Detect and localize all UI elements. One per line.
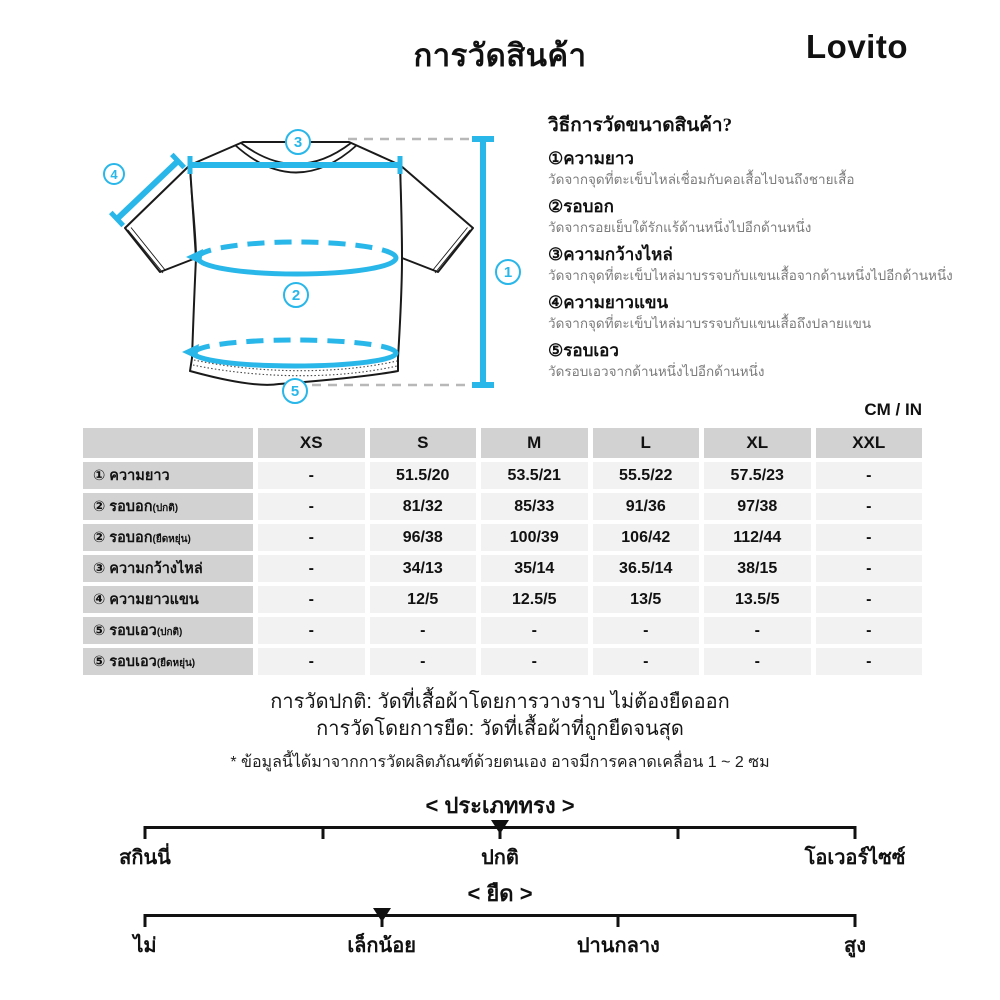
notes-block <box>0 689 1000 775</box>
size-value-cell: - <box>593 648 700 675</box>
row-label-text: ⑤ รอบเอว <box>93 623 157 639</box>
size-value-cell: 53.5/21 <box>481 462 588 489</box>
measure-5-arrowhead <box>182 344 199 359</box>
size-value-cell: 85/33 <box>481 493 588 520</box>
tshirt-measurement-diagram <box>80 110 550 410</box>
instruction-title: ⑤รอบเอว <box>548 341 619 360</box>
row-label-suffix: (ปกติ) <box>156 626 183 638</box>
row-label-suffix: (ปกติ) <box>152 502 179 514</box>
marker-1-digit: 1 <box>503 264 513 281</box>
tshirt-body <box>190 142 402 385</box>
size-value-cell: 35/14 <box>481 555 588 582</box>
marker-4 <box>104 164 124 184</box>
instruction-title: ②รอบอก <box>548 197 614 216</box>
size-value-cell: 13/5 <box>593 586 700 613</box>
note-stretch-measure: การวัดโดยการยืด: วัดที่เสื้อผ้าที่ถูกยืดจนสุด <box>316 718 684 740</box>
size-column-header: XL <box>704 428 811 458</box>
size-value-cell: 97/38 <box>704 493 811 520</box>
scale-tick <box>617 914 620 927</box>
scale-tick <box>854 914 857 927</box>
size-value-cell: - <box>704 617 811 644</box>
size-value-cell: 55.5/22 <box>593 462 700 489</box>
instruction-item-4 <box>548 292 978 334</box>
row-label-text: ② รอบอก <box>93 530 153 546</box>
scale-tick <box>321 826 324 839</box>
size-column-header: L <box>593 428 700 458</box>
scale-label: ไม่ <box>133 935 157 957</box>
row-label <box>83 493 253 520</box>
size-value-cell: - <box>258 462 365 489</box>
scale-label: ปานกลาง <box>576 935 660 957</box>
size-value-cell: 36.5/14 <box>593 555 700 582</box>
size-value-cell: - <box>258 524 365 551</box>
marker-3 <box>286 130 310 154</box>
marker-3-digit: 3 <box>293 134 303 151</box>
scale-tick <box>144 826 147 839</box>
size-column-header: S <box>370 428 477 458</box>
size-value-cell: 96/38 <box>370 524 477 551</box>
row-label <box>83 617 253 644</box>
instruction-item-3 <box>548 244 978 286</box>
size-column-header: XS <box>258 428 365 458</box>
scale-label: สูง <box>844 935 866 957</box>
instructions-heading: วิธีการวัดขนาดสินค้า? <box>548 115 733 136</box>
table-corner-cell <box>83 428 253 458</box>
size-table <box>83 428 922 675</box>
size-value-cell: - <box>816 555 923 582</box>
instruction-desc: วัดจากจุดที่ตะเข็บไหล่เชื่อมกับคอเสื้อไปจนถึงชายเสื้อ <box>548 172 855 187</box>
brand-logo: Lovito <box>806 28 908 65</box>
size-value-cell: 38/15 <box>704 555 811 582</box>
size-value-cell: - <box>370 648 477 675</box>
size-value-cell: 112/44 <box>704 524 811 551</box>
size-column-header: XXL <box>816 428 923 458</box>
size-value-cell: 12.5/5 <box>481 586 588 613</box>
size-column-header: M <box>481 428 588 458</box>
instruction-desc: วัดจากจุดที่ตะเข็บไหล่มาบรรจบกับแขนเสื้อจากด้านหนึ่งไปอีกด้านหนึ่ง <box>548 268 953 283</box>
unit-label: CM / IN <box>864 400 922 419</box>
row-label <box>83 462 253 489</box>
row-label-text: ④ ความยาวแขน <box>93 592 199 608</box>
scale-title: < ยืด > <box>467 881 533 906</box>
size-value-cell: - <box>258 617 365 644</box>
row-label <box>83 555 253 582</box>
row-label-text: ① ความยาว <box>93 468 170 484</box>
row-label-text: ③ ความกว้างไหล่ <box>93 561 203 577</box>
row-label <box>83 524 253 551</box>
size-value-cell: - <box>481 648 588 675</box>
instruction-item-1 <box>548 148 978 190</box>
size-value-cell: 12/5 <box>370 586 477 613</box>
scale-title: < ประเภททรง > <box>425 793 575 818</box>
instruction-desc: วัดรอบเอวจากด้านหนึ่งไปอีกด้านหนึ่ง <box>548 364 765 379</box>
size-value-cell: - <box>593 617 700 644</box>
scale-marker <box>373 908 391 922</box>
size-value-cell: 13.5/5 <box>704 586 811 613</box>
scale-line <box>119 826 906 869</box>
row-label-suffix: (ยืดหยุ่น) <box>156 657 196 669</box>
instruction-title: ①ความยาว <box>548 149 634 168</box>
row-label <box>83 648 253 675</box>
size-value-cell: 81/32 <box>370 493 477 520</box>
size-value-cell: - <box>370 617 477 644</box>
scale-marker <box>491 820 509 834</box>
row-label-text: ② รอบอก <box>93 499 153 515</box>
size-value-cell: - <box>816 462 923 489</box>
scale-tick <box>854 826 857 839</box>
instructions-panel <box>548 110 978 382</box>
note-flat-measure: การวัดปกติ: วัดที่เสื้อผ้าโดยการวางราบ ไม่ต้องยืดออก <box>270 691 730 713</box>
scale-label: เล็กน้อย <box>347 935 416 957</box>
tshirt-right-sleeve <box>400 165 473 272</box>
scale-label: ปกติ <box>481 847 519 869</box>
size-value-cell: 51.5/20 <box>370 462 477 489</box>
size-value-cell: - <box>816 524 923 551</box>
row-label-suffix: (ยืดหยุ่น) <box>152 533 191 545</box>
scale-line <box>133 914 866 957</box>
size-value-cell: - <box>816 586 923 613</box>
stretch-scale <box>0 876 1000 957</box>
instruction-item-2 <box>548 196 978 238</box>
marker-1 <box>496 260 520 284</box>
size-value-cell: - <box>258 648 365 675</box>
note-disclaimer: * ข้อมูลนี้ได้มาจากการวัดผลิตภัณฑ์ด้วยตนเอง อาจมีการคลาดเคลื่อน 1 ~ 2 ซม <box>230 754 770 771</box>
size-value-cell: - <box>258 493 365 520</box>
scale-tick <box>144 914 147 927</box>
size-value-cell: 106/42 <box>593 524 700 551</box>
size-value-cell: 91/36 <box>593 493 700 520</box>
size-value-cell: - <box>816 648 923 675</box>
instruction-desc: วัดจากจุดที่ตะเข็บไหล่มาบรรจบกับแขนเสื้อถึงปลายแขน <box>548 316 872 331</box>
marker-4-digit: 4 <box>110 167 118 182</box>
size-value-cell: - <box>258 555 365 582</box>
marker-2 <box>284 283 308 307</box>
fit-type-scale <box>0 788 1000 869</box>
marker-2-digit: 2 <box>291 287 301 304</box>
scale-label: สกินนี่ <box>119 847 171 869</box>
instruction-title: ③ความกว้างไหล่ <box>548 245 673 264</box>
instruction-title: ④ความยาวแขน <box>548 293 669 312</box>
size-value-cell: - <box>816 493 923 520</box>
row-label-text: ⑤ รอบเอว <box>93 654 157 670</box>
size-value-cell: - <box>704 648 811 675</box>
size-value-cell: 57.5/23 <box>704 462 811 489</box>
page-title: การวัดสินค้า <box>413 38 587 73</box>
instruction-desc: วัดจากรอยเย็บใต้รักแร้ด้านหนึ่งไปอีกด้านหนึ่ง <box>548 220 812 235</box>
size-value-cell: - <box>816 617 923 644</box>
size-value-cell: - <box>258 586 365 613</box>
scale-tick <box>676 826 679 839</box>
size-value-cell: - <box>481 617 588 644</box>
marker-5-digit: 5 <box>290 383 300 400</box>
size-value-cell: 100/39 <box>481 524 588 551</box>
instruction-item-5 <box>548 340 978 382</box>
scale-label: โอเวอร์ไซซ์ <box>804 847 906 869</box>
size-value-cell: 34/13 <box>370 555 477 582</box>
row-label <box>83 586 253 613</box>
